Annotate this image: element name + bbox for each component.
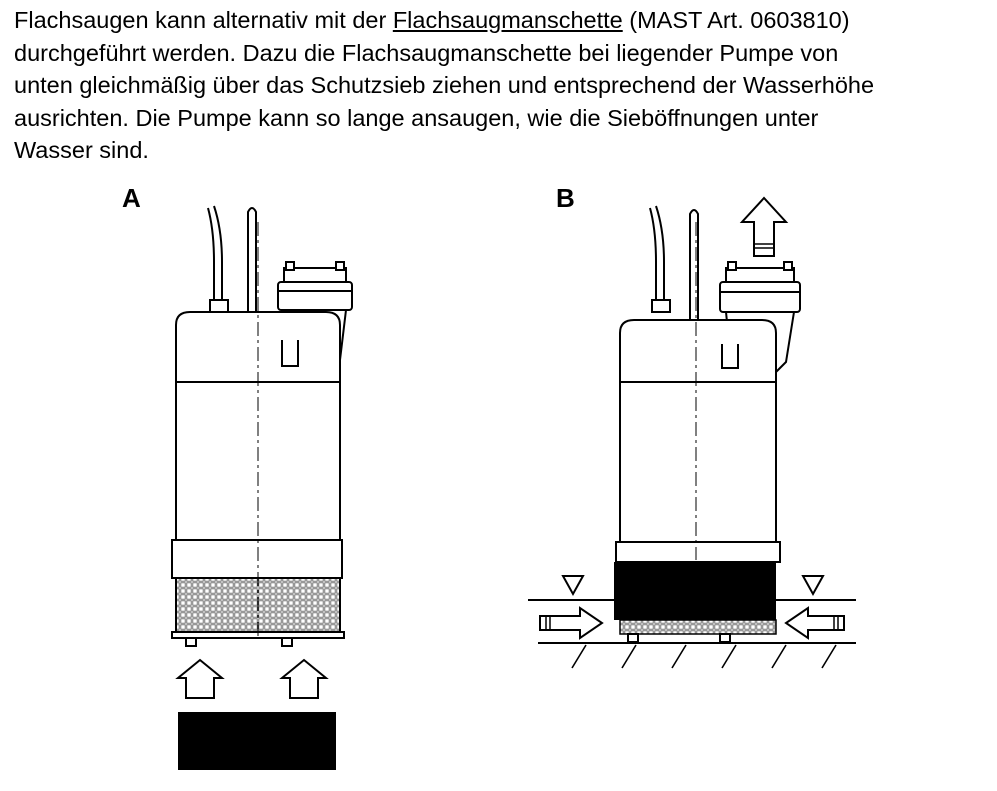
- pump-handle: [690, 210, 698, 320]
- pump-lower-ring: [172, 540, 342, 578]
- water-level-marker: [803, 576, 823, 594]
- cable-gland: [210, 300, 228, 312]
- ground-hatching: [572, 645, 836, 668]
- pump-cable: [650, 206, 664, 312]
- suction-cuff-mounted: [614, 562, 776, 620]
- strainer-screen: [620, 620, 776, 634]
- flachsaugmanschette-link: Flachsaugmanschette: [392, 7, 623, 33]
- pump-handle: [248, 208, 256, 312]
- paragraph-line-4: ausrichten. Die Pumpe kann so lange ansaugen, wie die Sieböffnungen unter: [14, 104, 819, 131]
- paragraph-line-5: Wasser sind.: [14, 137, 149, 163]
- line1-text-start: Flachsaugen kann alternativ mit der: [14, 7, 393, 33]
- figure-b-label: B: [556, 183, 575, 213]
- pump-body: [620, 382, 776, 542]
- cable-gland: [652, 300, 670, 312]
- inflow-arrow-left: [786, 608, 844, 638]
- suction-arrow-up: [282, 660, 326, 698]
- line1-text-end: (MAST Art. 0603810): [622, 7, 850, 33]
- pump-foot: [186, 638, 196, 646]
- inflow-arrow-right: [540, 608, 602, 638]
- pump-cable: [208, 206, 222, 312]
- paragraph-line-3: unten gleichmäßig über das Schutzsieb ziehen und entsprechend der Wasserhöhe: [14, 72, 875, 98]
- figure-a-label: A: [122, 183, 141, 213]
- suction-arrow-up: [178, 660, 222, 698]
- pump-foot: [720, 634, 730, 642]
- pump-foot: [282, 638, 292, 646]
- figure-a-pump: [172, 206, 352, 770]
- paragraph-line-2: durchgeführt werden. Dazu die Flachsaugmanschette bei liegender Pumpe von: [14, 39, 839, 66]
- suction-cuff-block: [178, 712, 336, 770]
- pump-head: [620, 320, 776, 382]
- pump-lower-ring: [616, 542, 780, 562]
- water-level-marker: [563, 576, 583, 594]
- figure-b-pump: [528, 198, 856, 668]
- pump-foot: [628, 634, 638, 642]
